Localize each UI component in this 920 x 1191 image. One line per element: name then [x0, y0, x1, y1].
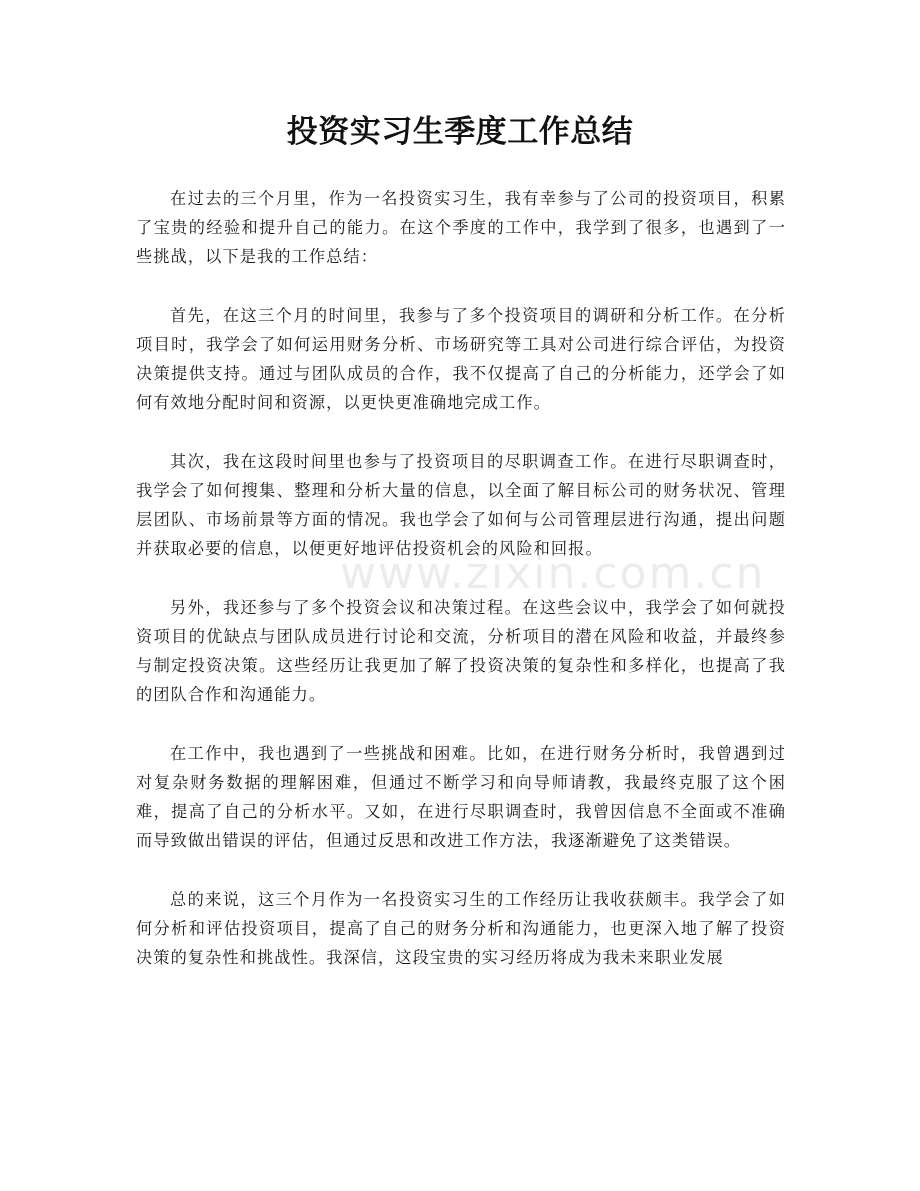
paragraph-conclusion: 总的来说，这三个月作为一名投资实习生的工作经历让我收获颇丰。我学会了如何分析和评估投资项目，提高了自己的财务分析和沟通能力，也更深入地了解了投资决策的复杂性和挑战性。我深信，这段宝贵的实习经历将成为我未来职业发展: [136, 890, 786, 967]
paragraph-research: 首先，在这三个月的时间里，我参与了多个投资项目的调研和分析工作。在分析项目时，我学会了如何运用财务分析、市场研究等工具对公司进行综合评估，为投资决策提供支持。通过与团队成员的合作，我不仅提高了自己的分析能力，还学会了如何有效地分配时间和资源，以更快更准确地完成工作。: [136, 306, 786, 412]
paragraph-intro: 在过去的三个月里，作为一名投资实习生，我有幸参与了公司的投资项目，积累了宝贵的经验和提升自己的能力。在这个季度的工作中，我学到了很多，也遇到了一些挑战，以下是我的工作总结：: [136, 189, 786, 266]
document-body: [136, 184, 786, 1002]
paragraph-challenges: 在工作中，我也遇到了一些挑战和困难。比如，在进行财务分析时，我曾遇到过对复杂财务数据的理解困难，但通过不断学习和向导师请教，我最终克服了这个困难，提高了自己的分析水平。又如，在进行尽职调查时，我曾因信息不全面或不准确而导致做出错误的评估，但通过反思和改进工作方法，我逐渐避免了这类错误。: [136, 744, 786, 850]
paragraph-due-diligence: 其次，我在这段时间里也参与了投资项目的尽职调查工作。在进行尽职调查时，我学会了如何搜集、整理和分析大量的信息，以全面了解目标公司的财务状况、管理层团队、市场前景等方面的情况。我也学会了如何与公司管理层进行沟通，提出问题并获取必要的信息，以便更好地评估投资机会的风险和回报。: [136, 452, 786, 558]
document-title: 投资实习生季度工作总结: [286, 114, 634, 150]
watermark-text: www.zixin.com.cn: [340, 548, 766, 599]
paragraph-meetings: 另外，我还参与了多个投资会议和决策过程。在这些会议中，我学会了如何就投资项目的优缺点与团队成员进行讨论和交流，分析项目的潜在风险和收益，并最终参与制定投资决策。这些经历让我更加了解了投资决策的复杂性和多样化，也提高了我的团队合作和沟通能力。: [136, 598, 786, 704]
